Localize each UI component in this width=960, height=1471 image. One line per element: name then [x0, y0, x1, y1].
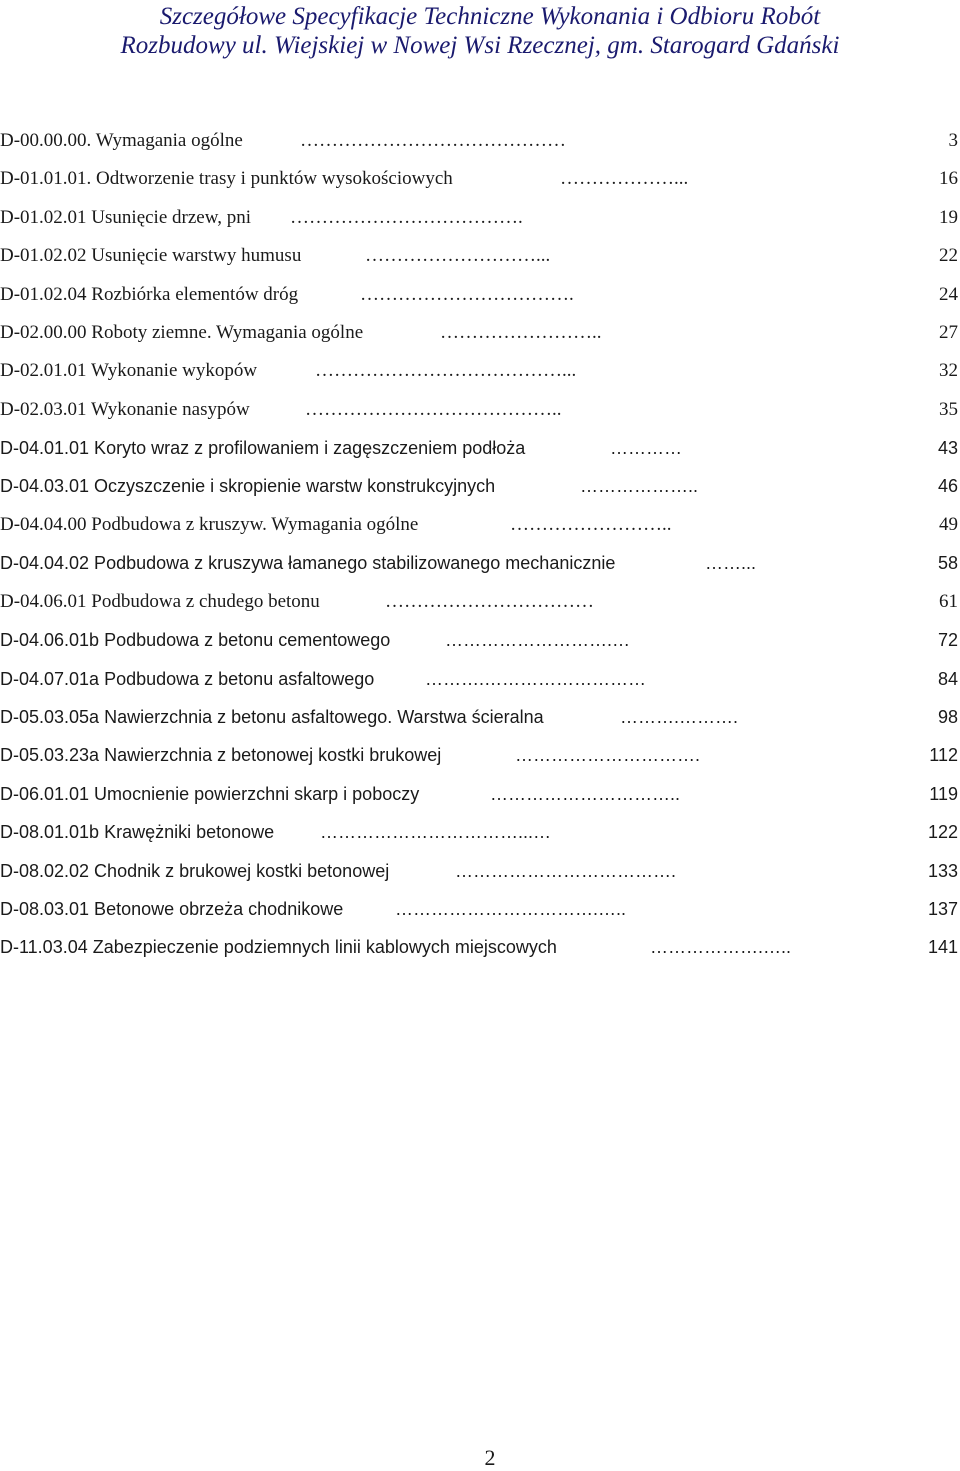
toc-row [0, 934, 960, 960]
toc-entry-title: D-05.03.05a Nawierzchnia z betonu asfaltowego. Warstwa ścieralna [0, 707, 544, 727]
toc-leader-dots: ………………………………. [290, 207, 523, 228]
toc-page-number: 22 [939, 245, 958, 266]
toc-leader-dots: ……... [705, 553, 757, 573]
toc-row [0, 320, 960, 346]
toc-page-number: 35 [939, 399, 958, 420]
toc-page-number: 119 [929, 784, 958, 804]
toc-page-number: 16 [939, 168, 958, 189]
toc-leader-dots: …………………………………… [300, 130, 566, 151]
toc-leader-dots: ………………………... [365, 245, 551, 266]
toc-entry-title: D-04.04.02 Podbudowa z kruszywa łamanego stabilizowanego mechanicznie [0, 553, 616, 573]
toc-page-number: 3 [948, 130, 958, 151]
toc-page-number: 141 [927, 937, 958, 957]
toc-leader-dots: ……………………….… [445, 630, 631, 650]
toc-page-number: 98 [937, 707, 958, 727]
toc-entry-title: D-01.02.01 Usunięcie drzew, pni [0, 207, 251, 228]
toc-leader-dots: …………………….. [510, 514, 672, 535]
toc-entry-title: D-02.03.01 Wykonanie nasypów [0, 399, 250, 420]
toc-entry-title: D-01.02.04 Rozbiórka elementów dróg [0, 284, 299, 305]
toc-leader-dots: …………………….. [440, 322, 602, 343]
toc-page-number: 58 [937, 553, 958, 573]
toc-row [0, 282, 960, 308]
toc-page-number: 133 [927, 861, 958, 881]
toc-row [0, 627, 960, 653]
toc-row [0, 128, 960, 154]
toc-leader-dots: ……………………………...… [320, 822, 552, 842]
toc-row [0, 896, 960, 922]
toc-entry-title: D-11.03.04 Zabezpieczenie podziemnych linii kablowych miejscowych [0, 937, 557, 957]
toc-leader-dots: ………………... [560, 168, 689, 189]
toc-entry-title: D-04.07.01a Podbudowa z betonu asfaltowego [0, 669, 375, 689]
toc-row [0, 435, 960, 461]
toc-page-number: 84 [937, 669, 958, 689]
toc-row [0, 858, 960, 884]
toc-entry-title: D-05.03.23a Nawierzchnia z betonowej kostki brukowej [0, 745, 442, 765]
toc-row [0, 781, 960, 807]
toc-page-number: 32 [939, 360, 958, 381]
toc-entry-title: D-04.03.01 Oczyszczenie i skropienie warstw konstrukcyjnych [0, 476, 496, 496]
toc-page-number: 19 [939, 207, 958, 228]
toc-leader-dots: ……….……………………… [425, 669, 647, 689]
toc-leader-dots: …………………………………... [315, 360, 577, 381]
toc-entry-title: D-08.02.02 Chodnik z brukowej kostki betonowej [0, 861, 390, 881]
toc-leader-dots: ……………….. [580, 476, 699, 496]
toc-page-number: 61 [939, 591, 958, 612]
toc-page-number: 27 [939, 322, 958, 343]
toc-leader-dots: …………………………….….. [395, 899, 627, 919]
toc-entry-title: D-08.03.01 Betonowe obrzeża chodnikowe [0, 899, 344, 919]
toc-row [0, 704, 960, 730]
toc-leader-dots: …………………………. [515, 745, 701, 765]
toc-leader-dots: ……….………. [620, 707, 739, 727]
toc-row [0, 473, 960, 499]
toc-page-number: 72 [937, 630, 958, 650]
toc-row [0, 550, 960, 576]
page-number: 2 [484, 1445, 496, 1470]
toc-entry-title: D-08.01.01b Krawężniki betonowe [0, 822, 275, 842]
toc-entry-title: D-04.01.01 Koryto wraz z profilowaniem i zagęszczeniem podłoża [0, 438, 526, 458]
toc-leader-dots: ………………………….. [490, 784, 681, 804]
toc-page-number: 24 [939, 284, 958, 305]
toc-entry-title: D-04.04.00 Podbudowa z kruszyw. Wymagania ogólne [0, 514, 419, 535]
toc-entry-title: D-01.01.01. Odtworzenie trasy i punktów wysokościowych [0, 168, 453, 189]
toc-row [0, 205, 960, 231]
toc-row [0, 666, 960, 692]
toc-leader-dots: ……………………………. [360, 284, 574, 305]
toc-entry-title: D-06.01.01 Umocnienie powierzchni skarp i poboczy [0, 784, 420, 804]
toc-entry-title: D-02.00.00 Roboty ziemne. Wymagania ogólne [0, 322, 364, 343]
toc-entry-title: D-04.06.01b Podbudowa z betonu cementowego [0, 630, 391, 650]
toc-row [0, 819, 960, 845]
toc-entry-title: D-02.01.01 Wykonanie wykopów [0, 360, 258, 381]
toc-page-number: 43 [937, 438, 958, 458]
toc-row [0, 243, 960, 269]
toc-entry-title: D-01.02.02 Usunięcie warstwy humusu [0, 245, 302, 266]
toc-leader-dots: ………………………………. [455, 861, 677, 881]
toc-row [0, 742, 960, 768]
toc-page-number: 46 [937, 476, 958, 496]
toc-leader-dots: ………… [610, 438, 682, 458]
header-title-line-2: Rozbudowy ul. Wiejskiej w Nowej Wsi Rzecznej, gm. Starogard Gdański [120, 32, 840, 59]
toc-page-number: 112 [929, 745, 958, 765]
toc-page-number: 49 [939, 514, 958, 535]
toc-leader-dots: ……………….….. [650, 937, 792, 957]
toc-entry-title: D-04.06.01 Podbudowa z chudego betonu [0, 591, 320, 612]
toc-page-number: 122 [927, 822, 958, 842]
header-title-line-1: Szczegółowe Specyfikacje Techniczne Wykonania i Odbioru Robót [159, 3, 821, 30]
toc-row [0, 166, 960, 192]
toc-row [0, 589, 960, 615]
toc-entry-title: D-00.00.00. Wymagania ogólne [0, 130, 243, 151]
toc-page-number: 137 [927, 899, 958, 919]
toc-row [0, 358, 960, 384]
toc-leader-dots: ………………………………….. [305, 399, 562, 420]
toc-leader-dots: …………………………… [385, 591, 594, 612]
toc-row [0, 397, 960, 423]
toc-row [0, 512, 960, 538]
